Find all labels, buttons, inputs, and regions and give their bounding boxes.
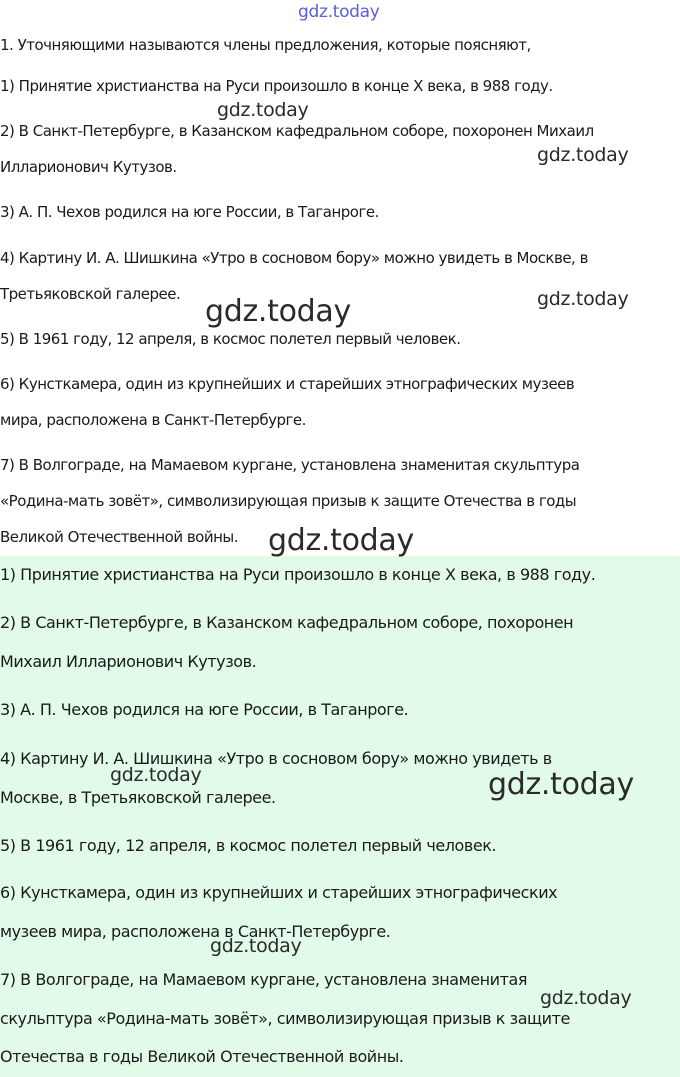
answer-line: скульптура «Родина-мать зовёт», символизирующая призыв к защите: [0, 1009, 570, 1028]
answer-line: 6) Кунсткамера, один из крупнейших и старейших этнографических: [0, 883, 558, 902]
watermark: gdz.today: [210, 935, 302, 957]
watermark: gdz.today: [268, 523, 414, 558]
question-line: 4) Картину И. А. Шишкина «Утро в сосновом бору» можно увидеть в Москве, в: [0, 249, 588, 267]
watermark: gdz.today: [488, 767, 634, 802]
watermark: gdz.today: [110, 764, 202, 786]
watermark: gdz.today: [540, 987, 632, 1009]
question-line: 2) В Санкт-Петербурге, в Казанском кафедральном соборе, похоронен Михаил: [0, 122, 594, 140]
question-line: Илларионович Кутузов.: [0, 158, 177, 176]
question-line: мира, расположена в Санкт-Петербурге.: [0, 411, 306, 429]
answer-line: Отечества в годы Великой Отечественной войны.: [0, 1047, 404, 1066]
answer-line: 1) Принятие христианства на Руси произошло в конце X века, в 988 году.: [0, 565, 596, 584]
question-line: 3) А. П. Чехов родился на юге России, в Таганроге.: [0, 203, 379, 221]
watermark: gdz.today: [537, 144, 629, 166]
answer-line: Москве, в Третьяковской галерее.: [0, 788, 276, 807]
question-line: 6) Кунсткамера, один из крупнейших и старейших этнографических музеев: [0, 375, 575, 393]
site-header-label[interactable]: gdz.today: [298, 2, 380, 22]
answer-line: Михаил Илларионович Кутузов.: [0, 652, 257, 671]
question-line: Третьяковской галерее.: [0, 285, 181, 303]
question-line: 5) В 1961 году, 12 апреля, в космос полетел первый человек.: [0, 330, 461, 348]
answer-line: 5) В 1961 году, 12 апреля, в космос полетел первый человек.: [0, 836, 497, 855]
answer-line: музеев мира, расположена в Санкт-Петербурге.: [0, 922, 391, 941]
question-line: 7) В Волгограде, на Мамаевом кургане, установлена знаменитая скульптура: [0, 456, 580, 474]
watermark: gdz.today: [537, 288, 629, 310]
watermark: gdz.today: [205, 294, 351, 329]
answer-line: 4) Картину И. А. Шишкина «Утро в сосновом бору» можно увидеть в: [0, 749, 552, 768]
question-line: Великой Отечественной войны.: [0, 528, 239, 546]
answer-line: 7) В Волгограде, на Мамаевом кургане, установлена знаменитая: [0, 970, 528, 989]
watermark: gdz.today: [217, 99, 309, 121]
answer-line: 3) А. П. Чехов родился на юге России, в Таганроге.: [0, 700, 409, 719]
question-line: «Родина-мать зовёт», символизирующая призыв к защите Отечества в годы: [0, 492, 577, 510]
question-line: 1. Уточняющими называются члены предложения, которые поясняют,: [0, 36, 531, 54]
question-line: 1) Принятие христианства на Руси произошло в конце X века, в 988 году.: [0, 77, 553, 95]
answer-line: 2) В Санкт-Петербурге, в Казанском кафедральном соборе, похоронен: [0, 613, 574, 632]
